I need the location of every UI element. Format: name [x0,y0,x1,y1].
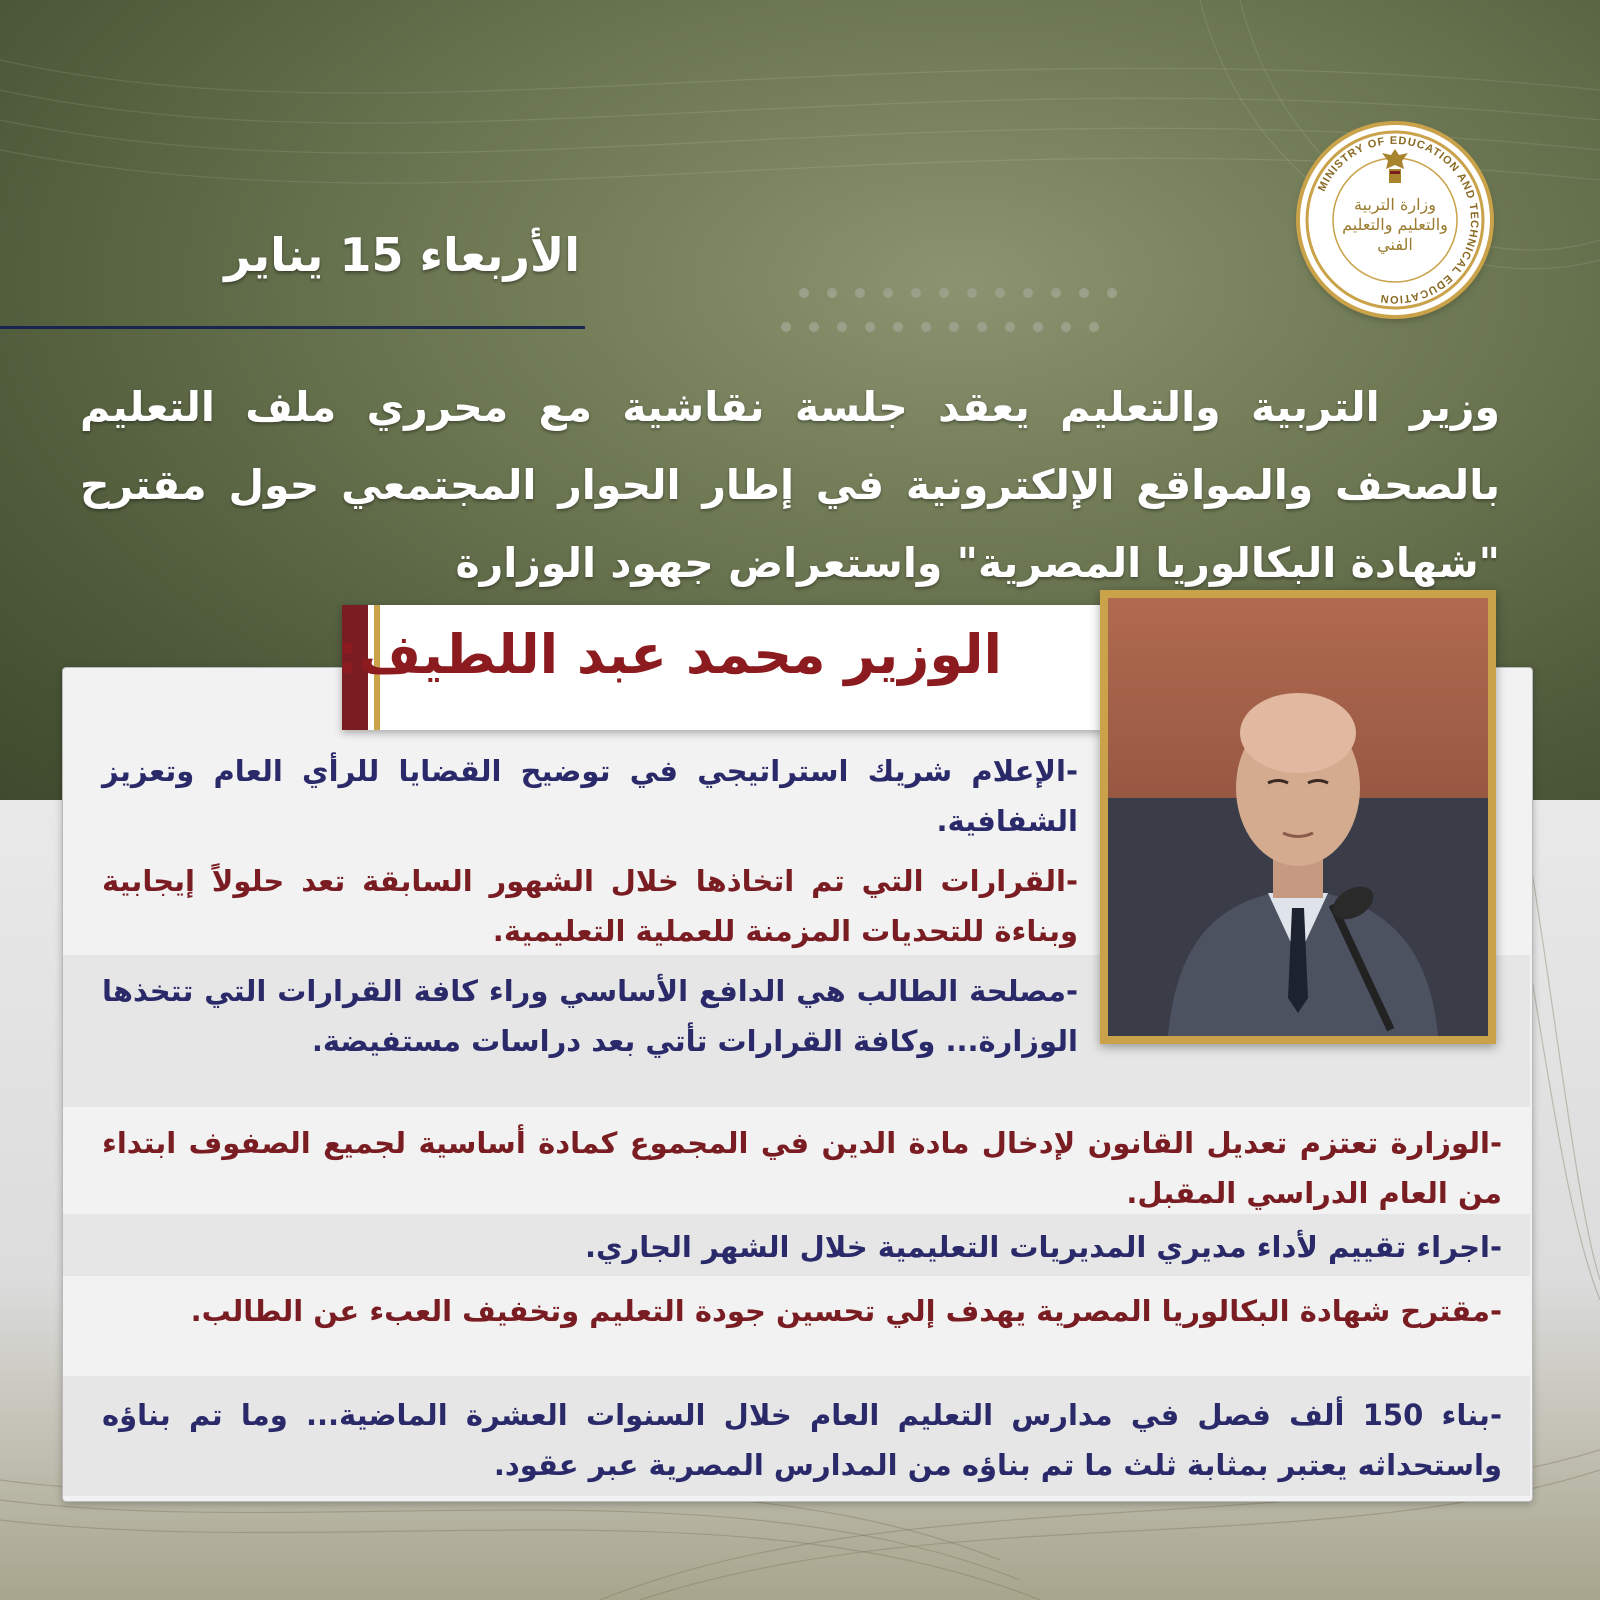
minister-photo-frame [1100,590,1496,1044]
statement-text: -مقترح شهادة البكالوريا المصرية يهدف إلي تحسين جودة التعليم وتخفيف العبء عن الطالب. [190,1294,1502,1328]
date-label: الأربعاء 15 يناير [224,228,580,282]
statement-text: -الإعلام شريك استراتيجي في توضيح القضايا للرأي العام وتعزيز الشفافية. [102,754,1078,838]
date-divider [0,326,585,329]
decorative-dots [780,283,1140,343]
ministry-seal-logo [1300,125,1490,315]
statement-text: -بناء 150 ألف فصل في مدارس التعليم العام خلال السنوات العشرة الماضية... وما تم بناؤه واستحداثه يعتبر بمثابة ثلث ما تم بناؤه من المدارس المصرية عبر عقود. [102,1398,1502,1482]
statement-text: -اجراء تقييم لأداء مديري المديريات التعليمية خلال الشهر الجاري. [584,1230,1502,1264]
person-portrait-icon [1108,598,1488,1036]
eagle-icon [1378,147,1412,189]
svg-text:MINISTRY OF EDUCATION AND TECH: MINISTRY OF EDUCATION AND TECHNICAL EDUCATION [1316,134,1481,306]
speaker-name: الوزير محمد عبد اللطيف: [336,623,1002,686]
statement-item [102,1286,1502,1336]
statement-item [102,1390,1502,1490]
speaker-banner [336,605,1102,730]
headline: وزير التربية والتعليم يعقد جلسة نقاشية مع محرري ملف التعليم بالصحف والمواقع الإلكترونية في إطار الحوار المجتمعي حول مقترح "شهادة البكالوريا المصرية" واستعراض جهود الوزارة [80,383,1500,587]
seal-arabic-text: وزارة التربية والتعليم والتعليم الفني [1342,195,1448,254]
statement-item [102,746,1078,846]
statement-item [102,1118,1502,1218]
statement-item [102,1222,1502,1272]
statement-text: -الوزارة تعتزم تعديل القانون لإدخال مادة الدين في المجموع كمادة أساسية لجميع الصفوف ابتداء من العام الدراسي المقبل. [102,1126,1502,1210]
statement-text: -مصلحة الطالب هي الدافع الأساسي وراء كافة القرارات التي تتخذها الوزارة... وكافة القرارات تأتي بعد دراسات مستفيضة. [102,974,1078,1058]
minister-photo [1108,598,1488,1036]
statement-text: -القرارات التي تم اتخاذها خلال الشهور السابقة تعد حلولاً إيجابية وبناءة للتحديات المزمنة للعملية التعليمية. [102,864,1078,948]
statement-item [102,856,1078,956]
statement-item [102,966,1078,1066]
